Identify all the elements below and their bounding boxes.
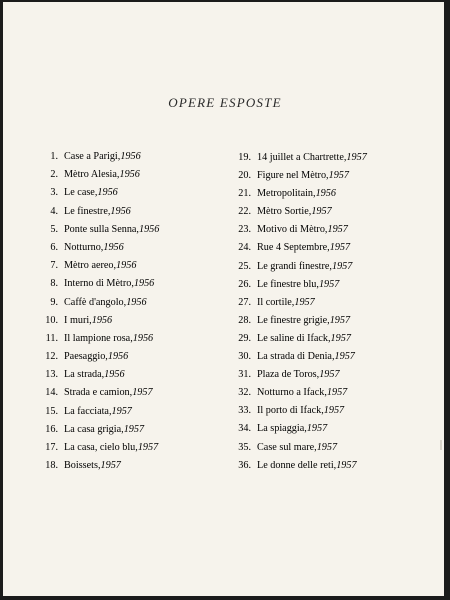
work-number: 18.: [45, 460, 58, 472]
work-number: 32.: [238, 387, 251, 399]
work-number: 24.: [238, 242, 251, 254]
work-number: 1.: [50, 151, 58, 162]
work-year: 1956: [119, 169, 140, 181]
work-item: [30, 257, 230, 275]
work-title: Mètro Sortie,: [257, 206, 312, 218]
work-year: 1956: [110, 205, 131, 217]
work-title: I muri,: [64, 314, 92, 326]
work-number: 3.: [50, 187, 58, 199]
work-title: La strada di Denia,: [257, 351, 335, 363]
work-number: 25.: [238, 260, 251, 272]
work-item: [30, 366, 230, 384]
work-item: [221, 312, 441, 330]
work-item: [221, 402, 441, 420]
work-item: [30, 439, 230, 457]
work-title: 14 juillet a Chartrette,: [257, 152, 347, 163]
work-year: 1957: [330, 332, 351, 344]
work-year: 1957: [326, 387, 348, 399]
work-title: Il porto di Ifack,: [257, 405, 324, 417]
work-title: Il cortile,: [257, 296, 295, 308]
work-item: [30, 203, 230, 221]
work-title: Case a Parigi,: [64, 151, 121, 162]
work-year: 1957: [329, 314, 351, 326]
work-year: 1956: [138, 223, 160, 235]
work-number: 23.: [238, 224, 251, 236]
work-number: 36.: [238, 459, 251, 471]
work-item: [30, 348, 230, 366]
work-item: [30, 294, 230, 312]
work-number: 10.: [45, 314, 58, 326]
work-item: [30, 457, 230, 475]
work-year: 1957: [111, 405, 132, 417]
work-year: 1957: [331, 260, 353, 272]
work-title: La strada,: [64, 369, 105, 381]
work-number: 22.: [238, 206, 251, 218]
work-title: Le finestre blu,: [257, 278, 319, 290]
work-item: [30, 330, 230, 348]
work-title: Le finestre grigie,: [257, 314, 330, 326]
work-title: La casa, cielo blu,: [64, 442, 138, 453]
work-year: 1957: [346, 152, 367, 163]
work-item: [221, 221, 441, 239]
work-number: 31.: [238, 369, 251, 381]
work-item: [221, 420, 441, 438]
work-number: 15.: [45, 405, 58, 417]
work-title: La casa grigia,: [64, 423, 124, 435]
work-year: 1956: [91, 314, 113, 326]
work-number: 30.: [238, 351, 251, 363]
work-year: 1957: [123, 423, 145, 435]
works-list-right: [221, 149, 441, 475]
work-title: Boissets,: [64, 460, 101, 472]
work-year: 1957: [306, 423, 328, 435]
work-item: [221, 149, 441, 167]
work-item: [221, 384, 441, 402]
work-number: 29.: [238, 332, 251, 344]
work-number: 9.: [50, 296, 58, 308]
work-year: 1957: [316, 441, 338, 453]
work-year: 1957: [323, 405, 345, 417]
work-title: Le case,: [64, 187, 98, 199]
work-title: Le saline di Ifack,: [257, 332, 331, 344]
work-item: [221, 348, 441, 366]
work-year: 1957: [328, 170, 349, 182]
work-year: 1956: [104, 369, 125, 381]
work-number: 19.: [238, 152, 251, 163]
work-title: Le finestre,: [64, 205, 111, 217]
work-item: [221, 439, 441, 457]
work-year: 1957: [329, 242, 351, 254]
work-year: 1957: [132, 387, 153, 399]
work-item: [30, 148, 230, 166]
work-number: 6.: [50, 241, 58, 253]
work-year: 1956: [107, 351, 129, 363]
work-title: Interno di Mètro,: [64, 278, 134, 290]
work-number: 27.: [238, 296, 251, 308]
work-item: [221, 258, 441, 276]
work-title: Le donne delle reti,: [257, 459, 337, 471]
work-number: 14.: [45, 387, 58, 399]
work-item: [30, 421, 230, 439]
work-year: 1956: [103, 241, 124, 253]
page-title: OPERE ESPOSTE: [168, 95, 282, 110]
work-item: [30, 403, 230, 421]
work-number: 16.: [45, 423, 58, 435]
work-number: 26.: [238, 278, 251, 290]
work-number: 2.: [50, 169, 58, 181]
work-item: [221, 185, 441, 203]
work-year: 1957: [100, 460, 121, 472]
work-item: [30, 166, 230, 184]
work-year: 1957: [334, 351, 355, 363]
work-number: 5.: [50, 223, 58, 235]
work-year: 1956: [126, 296, 147, 308]
work-item: [221, 167, 441, 185]
work-title: Ponte sulla Senna,: [64, 223, 139, 235]
work-year: 1956: [97, 187, 118, 199]
work-title: Caffè d'angolo,: [64, 296, 127, 308]
work-title: Notturno,: [64, 241, 104, 253]
work-title: Motivo di Mètro,: [257, 224, 328, 236]
work-title: Paesaggio,: [64, 351, 108, 363]
work-item: [30, 312, 230, 330]
work-number: 12.: [45, 351, 58, 363]
work-year: 1957: [336, 459, 357, 471]
work-title: La spiaggia,: [257, 423, 307, 435]
work-title: Figure nel Mètro,: [257, 170, 329, 182]
work-item: [221, 457, 441, 475]
work-item: [30, 184, 230, 202]
work-year: 1957: [137, 442, 159, 453]
work-year: 1957: [319, 369, 340, 381]
work-item: [221, 330, 441, 348]
work-number: 17.: [45, 442, 58, 453]
work-title: Notturno a Ifack,: [257, 387, 327, 399]
work-title: Rue 4 Septembre,: [257, 242, 330, 254]
work-title: Plaza de Toros,: [257, 369, 320, 381]
work-item: [221, 294, 441, 312]
work-year: 1956: [120, 151, 141, 162]
works-list-left: [30, 148, 230, 475]
work-title: Le grandi finestre,: [257, 260, 332, 272]
work-title: Il lampione rosa,: [64, 332, 133, 344]
work-number: 21.: [238, 188, 251, 200]
work-number: 33.: [238, 405, 251, 417]
work-item: [221, 366, 441, 384]
work-title: Mètro aereo,: [64, 260, 117, 272]
work-year: 1956: [315, 188, 336, 200]
work-year: 1956: [133, 278, 155, 290]
work-item: [221, 276, 441, 294]
work-number: 13.: [45, 369, 58, 381]
work-year: 1957: [311, 206, 332, 218]
work-number: 20.: [238, 170, 251, 182]
work-year: 1957: [294, 296, 315, 308]
work-year: 1957: [327, 224, 348, 236]
work-item: [30, 275, 230, 293]
work-title: La facciata,: [64, 405, 112, 417]
work-item: [30, 384, 230, 402]
work-year: 1956: [132, 332, 154, 344]
work-number: 28.: [238, 314, 251, 326]
work-number: 8.: [50, 278, 58, 290]
work-title: Strada e camion,: [64, 387, 133, 399]
work-number: 4.: [50, 205, 58, 217]
work-year: 1957: [318, 278, 340, 290]
work-title: Case sul mare,: [257, 441, 317, 453]
work-number: 7.: [50, 260, 58, 272]
work-item: [30, 239, 230, 257]
work-year: 1956: [116, 260, 137, 272]
work-item: [30, 221, 230, 239]
work-number: 35.: [238, 441, 251, 453]
work-item: [221, 239, 441, 257]
work-item: [221, 203, 441, 221]
work-title: Metropolitain,: [257, 188, 316, 200]
work-number: 11.: [45, 332, 58, 344]
work-title: Mètro Alesia,: [64, 169, 120, 181]
work-number: 34.: [238, 423, 251, 435]
